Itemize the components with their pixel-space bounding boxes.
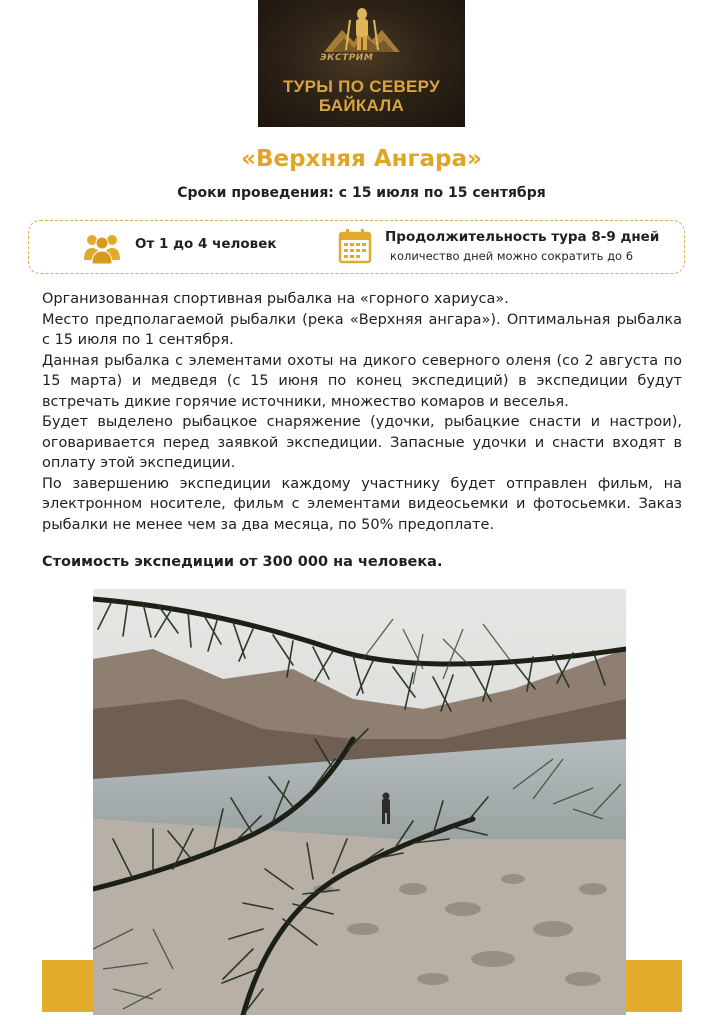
tour-cost: Стоимость экспедиции от 300 000 на человека. — [42, 554, 443, 570]
river-photo — [93, 589, 626, 1015]
group-size: От 1 до 4 человек — [135, 236, 277, 252]
logo-line-2: БАЙКАЛА — [318, 96, 405, 115]
info-box — [28, 220, 685, 274]
calendar-icon — [338, 228, 372, 264]
logo-brand: ЭКСТРИМ — [320, 53, 374, 63]
duration-note: количество дней можно сократить до 6 — [390, 249, 634, 263]
pine-river-image — [93, 589, 626, 1015]
paragraph: По завершению экспедиции каждому участнику будет отправлен фильм, на электронном носителе, фильм с элементами видеосьемки и фотосьемки. Заказ рыбалки не менее чем за два месяца, по 50% предоплате. — [42, 475, 682, 533]
tour-dates: Сроки проведения: с 15 июля по 15 сентября — [177, 185, 546, 201]
people-group-icon — [83, 230, 121, 264]
logo — [258, 0, 465, 127]
logo-line-1: ТУРЫ ПО СЕВЕРУ — [283, 77, 440, 96]
description — [42, 289, 682, 535]
paragraph: Организованная спортивная рыбалка на «горного хариуса». — [42, 291, 509, 307]
paragraph: Будет выделено рыбацкое снаряжение (удочки, рыбацкие снасти и настрои), оговаривается перед заявкой экспедиции. Запасные удочки и снасти входят в оплату этой экспедиции. — [42, 414, 682, 471]
paragraph: Место предполагаемой рыбалки (река «Верхняя ангара»). Оптимальная рыбалка с 15 июля по 1 сентября. — [42, 311, 682, 348]
tour-duration: Продолжительность тура 8-9 дней — [385, 229, 660, 245]
page-title: «Верхняя Ангара» — [241, 146, 482, 172]
paragraph: Данная рыбалка с элементами охоты на дикого северного оленя (со 2 августа по 15 марта) и медведя (с 15 июня по конец экспедиций) в экспедиции будут встречать дикие горячие источники, множество комаров и веселья. — [42, 352, 682, 410]
